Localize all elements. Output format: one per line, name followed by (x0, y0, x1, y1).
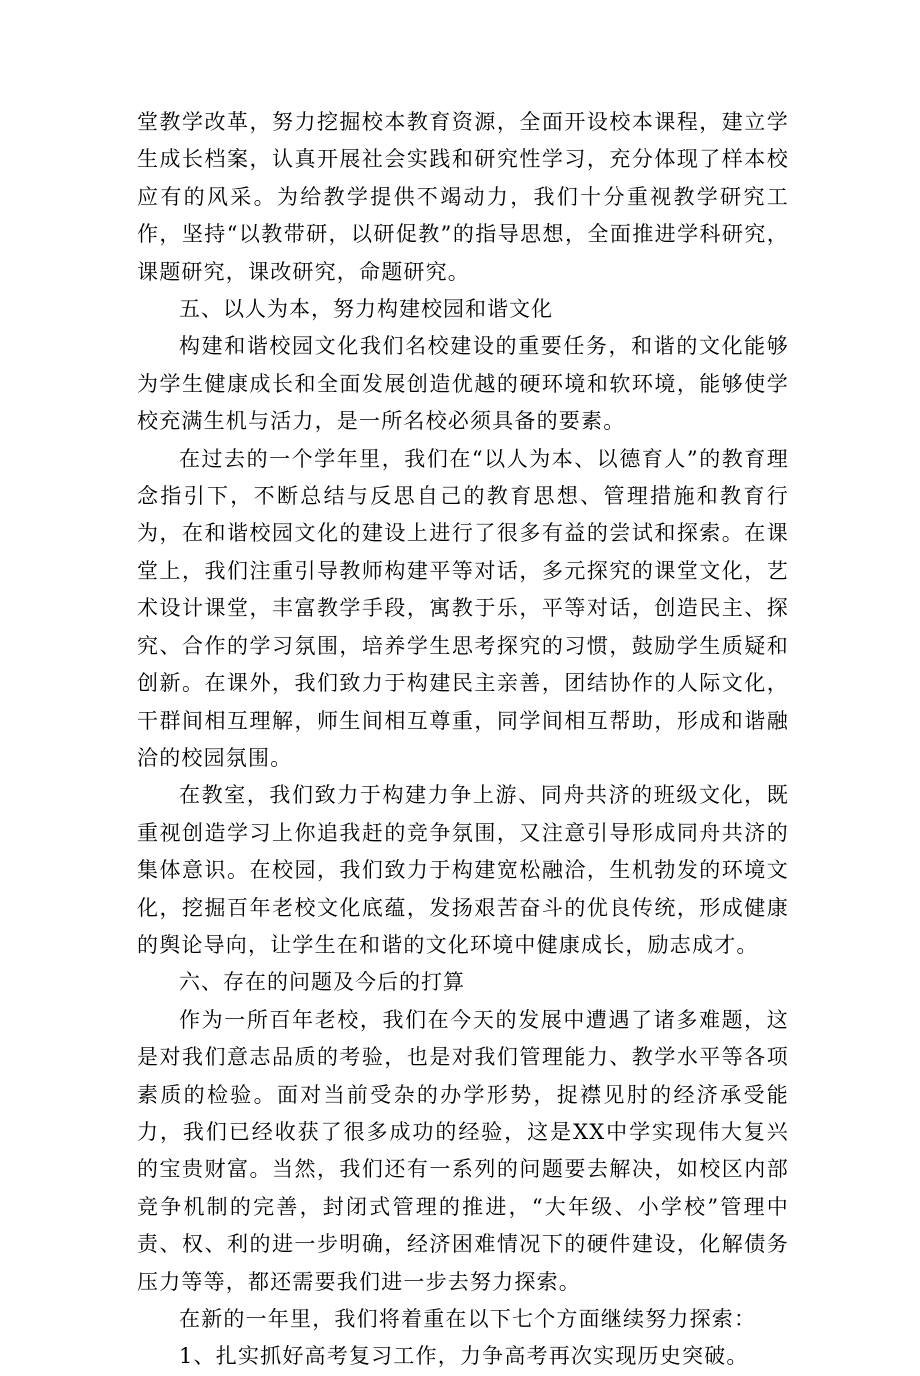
paragraph: 构建和谐校园文化我们名校建设的重要任务，和谐的文化能够为学生健康成长和全面发展创造优越的硬环境和软环境，能够使学校充满生机与活力，是一所名校必须具备的要素。 (137, 334, 789, 434)
paragraph-continued: 堂教学改革，努力挖掘校本教育资源，全面开设校本课程，建立学生成长档案，认真开展社会实践和研究性学习，充分体现了样本校应有的风采。为给教学提供不竭动力，我们十分重视教学研究工作，坚持“以教带研，以研促教”的指导思想，全面推进学科研究，课题研究，课改研究，命题研究。 (137, 110, 789, 284)
section-heading-5: 五、以人为本，努力构建校园和谐文化 (179, 297, 553, 322)
list-item: 1、扎实抓好高考复习工作，力争高考再次实现历史突破。 (179, 1344, 749, 1369)
paragraph: 作为一所百年老校，我们在今天的发展中遭遇了诸多难题，这是对我们意志品质的考验，也是对我们管理能力、教学水平等各项素质的检验。面对当前受杂的办学形势，捉襟见肘的经济承受能力，我们已经收获了很多成功的经验，这是XX中学实现伟大复兴的宝贵财富。当然，我们还有一系列的问题要去解决，如校区内部竞争机制的完善，封闭式管理的推进，“大年级、小学校”管理中责、权、利的进一步明确，经济困难情况下的硬件建设，化解债务压力等等，都还需要我们进一步去努力探索。 (137, 1007, 789, 1294)
document-page (137, 104, 789, 1376)
section-heading-6: 六、存在的问题及今后的打算 (179, 970, 465, 995)
paragraph: 在教室，我们致力于构建力争上游、同舟共济的班级文化，既重视创造学习上你追我赶的竞争氛围，又注意引导形成同舟共济的集体意识。在校园，我们致力于构建宽松融洽，生机勃发的环境文化，挖掘百年老校文化底蕴，发扬艰苦奋斗的优良传统，形成健康的舆论导向，让学生在和谐的文化环境中健康成长，励志成才。 (137, 783, 789, 957)
paragraph: 在过去的一个学年里，我们在“以人为本、以德育人”的教育理念指引下，不断总结与反思自己的教育思想、管理措施和教育行为，在和谐校园文化的建设上进行了很多有益的尝试和探索。在课堂上，我们注重引导教师构建平等对话，多元探究的课堂文化，艺术设计课堂，丰富教学手段，寓教于乐，平等对话，创造民主、探究、合作的学习氛围，培养学生思考探究的习惯，鼓励学生质疑和创新。在课外，我们致力于构建民主亲善，团结协作的人际文化，干群间相互理解，师生间相互尊重，同学间相互帮助，形成和谐融洽的校园氛围。 (137, 446, 789, 770)
paragraph: 在新的一年里，我们将着重在以下七个方面继续努力探索： (179, 1307, 757, 1331)
